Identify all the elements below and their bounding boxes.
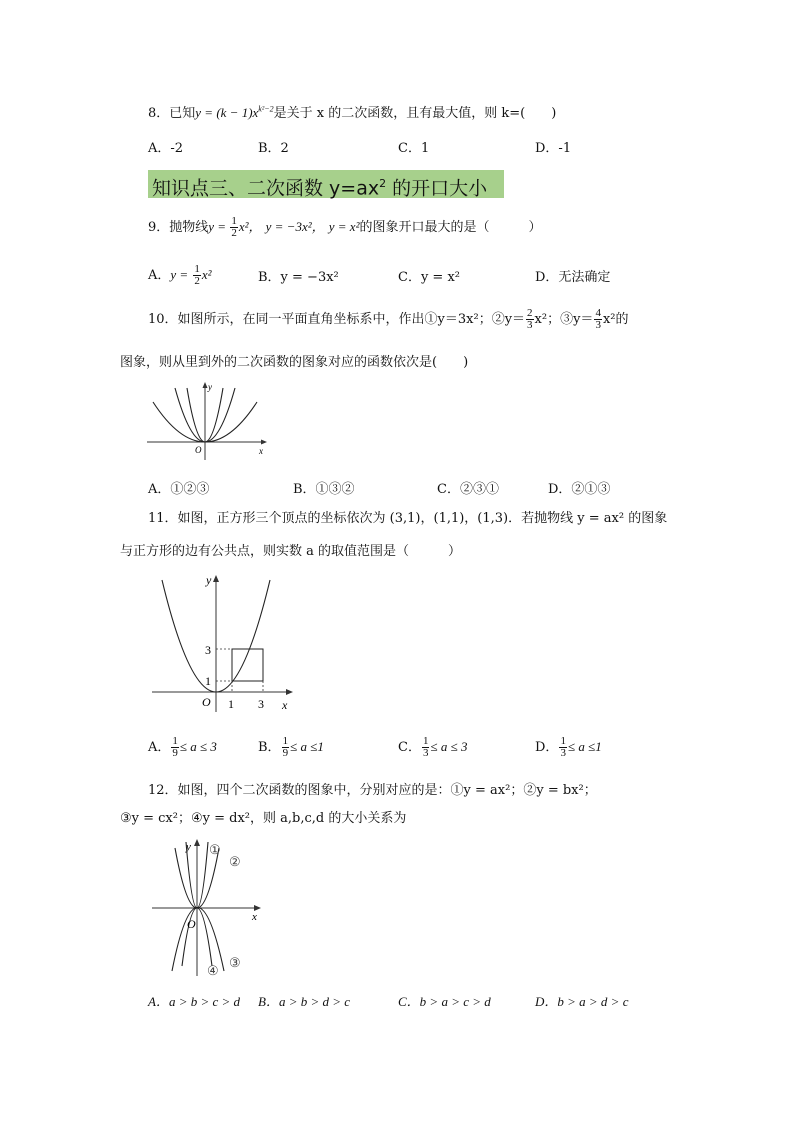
svg-text:x: x <box>252 911 257 923</box>
q9-stem: 9．抛物线y = $\frac{1}{2}$ x²， y = −3x²， y = x²的图象开口最大的是（ ） <box>148 215 542 239</box>
q8-exponent: k²−2 <box>258 104 274 114</box>
svg-text:O: O <box>202 695 211 709</box>
q11-graph <box>150 572 300 714</box>
q9-option-c: C．y = x² <box>398 270 460 285</box>
svg-text:③: ③ <box>229 955 241 970</box>
section-banner: 知识点三、二次函数 $y=ax^2$ 的开口大小 <box>148 170 504 198</box>
svg-text:3: 3 <box>205 643 211 657</box>
svg-text:①: ① <box>209 842 221 857</box>
svg-text:y: y <box>206 573 212 587</box>
q11-stem-line2: 与正方形的边有公共点，则实数 a 的取值范围是（ ） <box>120 544 462 559</box>
q11-option-d: D． $\frac{1}{3}$ ≤ a ≤1 <box>535 735 602 759</box>
q11-stem-line1: 11．如图，正方形三个顶点的坐标依次为 (3,1)，(1,1)，(1,3)．若抛物线 y = ax² 的图象 <box>148 511 668 526</box>
q11-option-c: C． $\frac{1}{3}$ ≤ a ≤ 3 <box>398 735 468 759</box>
q10-stem-line2: 图象，则从里到外的二次函数的图象对应的函数依次是( ) <box>120 355 469 370</box>
svg-text:3: 3 <box>258 697 264 711</box>
q8-stem: 8．已知$y = (k - 1)x^{k^2-2}$是关于 x 的二次函数，且有最大值，则 k=( ) <box>148 104 557 121</box>
q11-option-a: A． $\frac{1}{9}$ ≤ a ≤ 3 <box>148 735 217 759</box>
q10-option-d: D．②①③ <box>548 482 611 497</box>
q8-option-c: C．1 <box>398 141 430 156</box>
svg-text:y: y <box>186 841 191 853</box>
svg-text:④: ④ <box>207 963 219 978</box>
q11-option-b: B． $\frac{1}{9}$ ≤ a ≤1 <box>258 735 324 759</box>
q12-option-a: A．a > b > c > d <box>148 994 241 1009</box>
q12-option-d: D．b > a > d > c <box>535 994 629 1009</box>
svg-text:②: ② <box>229 854 241 869</box>
q10-stem-line1: 10．如图所示，在同一平面直角坐标系中，作出①y＝3x²；②y＝ $\frac{2}{3}$ x²；③y＝ $\frac{4}{3}$ x²的 <box>148 307 629 331</box>
q8-option-b: B．2 <box>258 141 289 156</box>
q9-option-b: B．y = −3x² <box>258 270 339 285</box>
q8-formula: y = (k − 1)x <box>195 105 259 120</box>
svg-text:x: x <box>282 698 288 712</box>
q10-option-c: C．②③① <box>437 482 499 497</box>
q10-option-a: A．①②③ <box>148 482 210 497</box>
q12-stem-line2: ③y = cx²；④y = dx²，则 a,b,c,d 的大小关系为 <box>120 811 407 826</box>
q9-option-d: D．无法确定 <box>535 270 611 285</box>
svg-text:O: O <box>187 917 196 931</box>
q8-option-a: A．-2 <box>148 141 184 156</box>
q8-option-d: D．-1 <box>535 141 572 156</box>
q9-fraction: $\frac{1}{2}$ <box>231 215 237 239</box>
svg-text:x: x <box>259 446 263 456</box>
q12-graph <box>150 836 270 981</box>
svg-text:1: 1 <box>228 697 234 711</box>
q9-option-a: A．y = $\frac{1}{2}$ x² <box>148 263 212 287</box>
q12-option-b: B．a > b > d > c <box>258 994 351 1009</box>
q10-option-b: B．①③② <box>293 482 355 497</box>
svg-text:y: y <box>208 382 212 392</box>
q10-graph <box>145 380 270 462</box>
q12-option-c: C．b > a > c > d <box>398 994 491 1009</box>
q12-stem-line1: 12．如图，四个二次函数的图象中，分别对应的是：①y = ax²；②y = bx²； <box>148 783 597 798</box>
svg-text:O: O <box>195 445 202 455</box>
svg-text:1: 1 <box>205 674 211 688</box>
